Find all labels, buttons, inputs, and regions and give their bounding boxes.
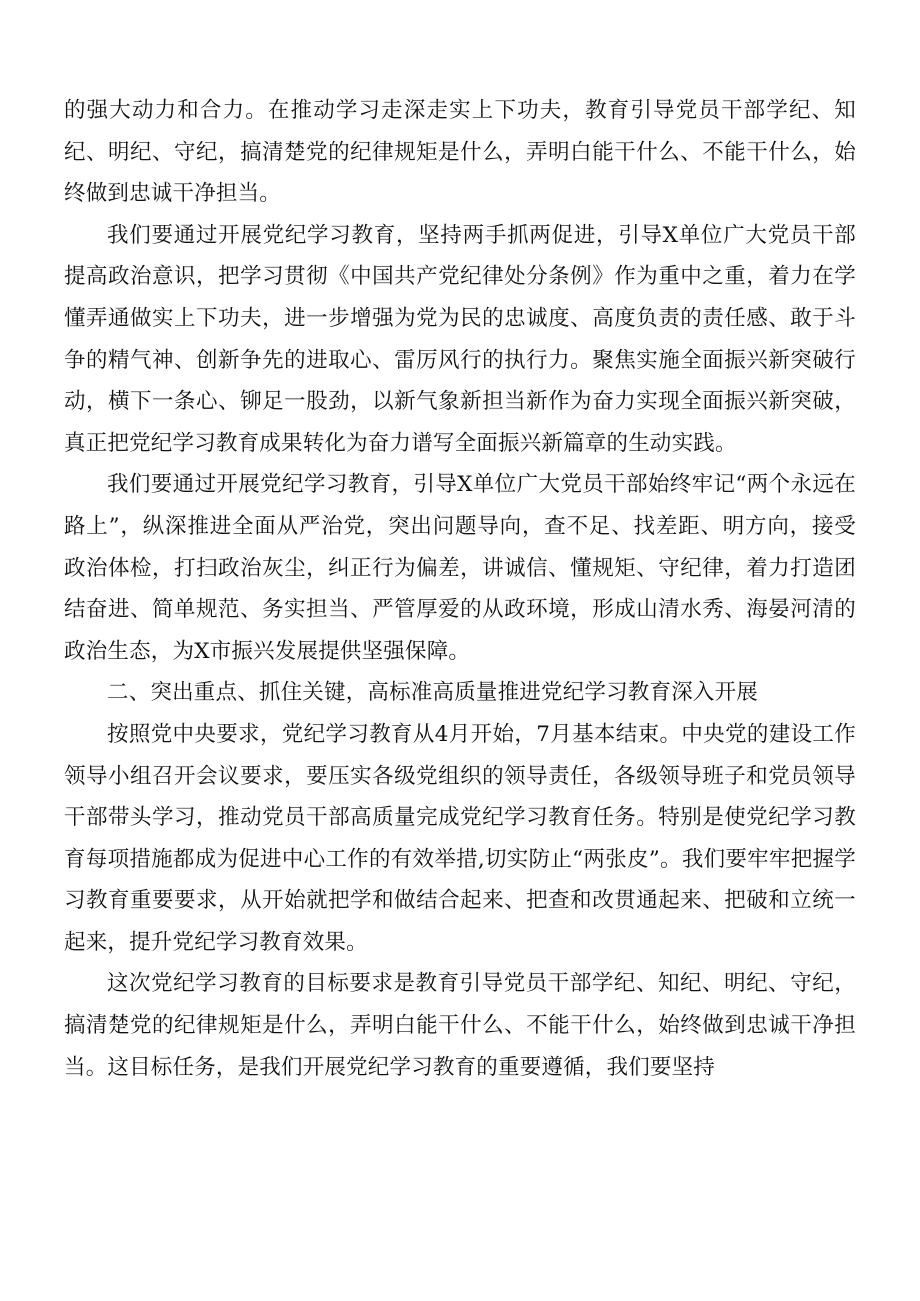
paragraph-3: 我们要通过开展党纪学习教育，引导X单位广大党员干部始终牢记“两个永远在路上”，纵深推进全面从严治党，突出问题导向，查不足、找差距、明方向，接受政治体检，打扫政治灰尘，纠正行为偏差，讲诚信、懂规矩、守纪律，着力打造团结奋进、简单规范、务实担当、严管厚爱的从政环境，形成山清水秀、海晏河清的政治生态，为X市振兴发展提供坚强保障。 (64, 472, 856, 664)
paragraph-4: 按照党中央要求，党纪学习教育从4月开始，7月基本结束。中央党的建设工作领导小组召开会议要求，要压实各级党组织的领导责任，各级领导班子和党员领导干部带头学习，推动党员干部高质量完成党纪学习教育任务。特别是使党纪学习教育每项措施都成为促进中心工作的有效举措,切实防止“两张皮”。我们要牢牢把握学习教育重要要求，从开始就把学和做结合起来、把查和改贯通起来、把破和立统一起来，提升党纪学习教育效果。 (64, 721, 856, 955)
section-heading: 二、突出重点、抓住关键，高标准高质量推进党纪学习教育深入开展 (107, 680, 759, 706)
document-body (64, 90, 856, 1088)
paragraph-5: 这次党纪学习教育的目标要求是教育引导党员干部学纪、知纪、明纪、守纪，搞清楚党的纪律规矩是什么，弄明白能干什么、不能干什么，始终做到忠诚干净担当。这目标任务，是我们开展党纪学习教育的重要遵循，我们要坚持 (64, 971, 856, 1080)
paragraph-2: 我们要通过开展党纪学习教育，坚持两手抓两促进，引导X单位广大党员干部提高政治意识，把学习贯彻《中国共产党纪律处分条例》作为重中之重，着力在学懂弄通做实上下功夫，进一步增强为党为民的忠诚度、高度负责的责任感、敢于斗争的精气神、创新争先的进取心、雷厉风行的执行力。聚焦实施全面振兴新突破行动，横下一条心、铆足一股劲，以新气象新担当新作为奋力实现全面振兴新突破，真正把党纪学习教育成果转化为奋力谱写全面振兴新篇章的生动实践。 (64, 222, 856, 456)
paragraph-1: 的强大动力和合力。在推动学习走深走实上下功夫，教育引导党员干部学纪、知纪、明纪、守纪，搞清楚党的纪律规矩是什么，弄明白能干什么、不能干什么，始终做到忠诚干净担当。 (64, 98, 856, 207)
